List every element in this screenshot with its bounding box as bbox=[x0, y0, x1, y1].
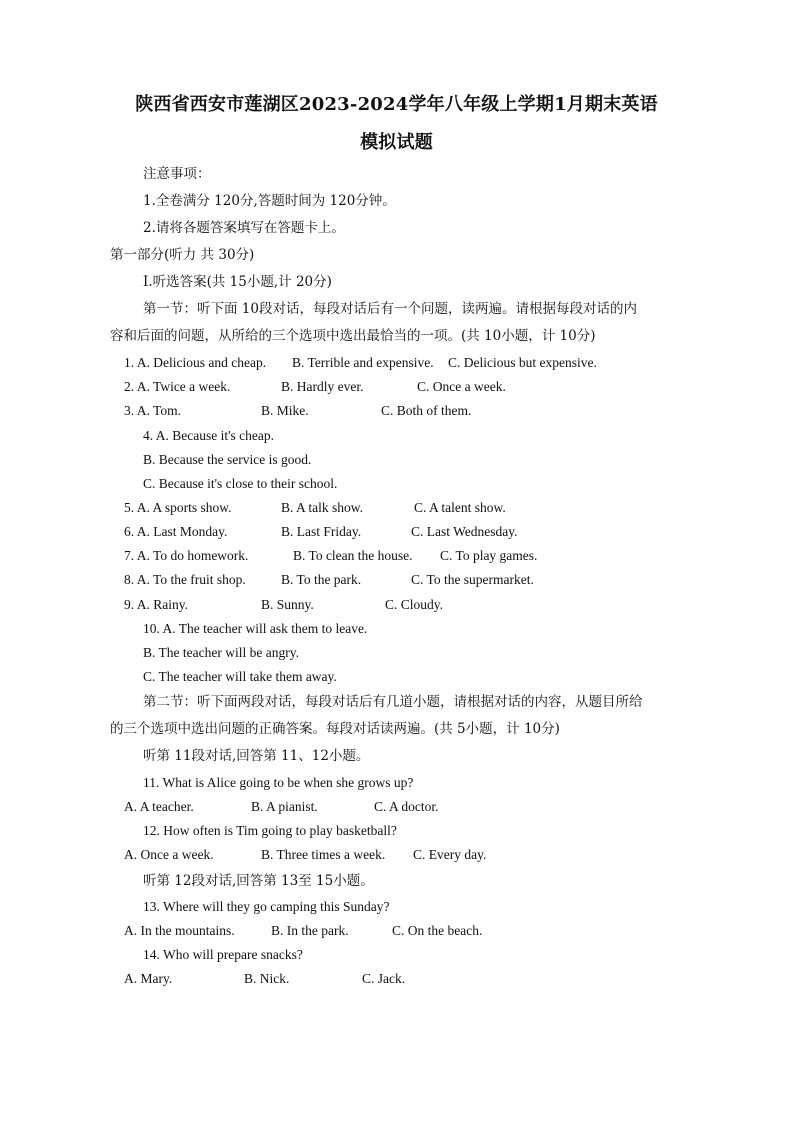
q10-option-b: B. The teacher will be angry. bbox=[143, 645, 299, 660]
q8-option-a: 8. A. To the fruit shop. bbox=[124, 572, 246, 587]
q3-option-b: B. Mike. bbox=[261, 403, 309, 418]
dialogue-11-instruction: 听第 11段对话,回答第 11、12小题。 bbox=[143, 748, 370, 764]
q12-option-c: C. Every day. bbox=[413, 847, 487, 862]
q7-option-b: B. To clean the house. bbox=[293, 548, 413, 563]
q6-option-a: 6. A. Last Monday. bbox=[124, 524, 228, 539]
q12-option-a: A. Once a week. bbox=[124, 847, 214, 862]
q3-option-c: C. Both of them. bbox=[381, 403, 472, 418]
q12-stem: 12. How often is Tim going to play basketball? bbox=[143, 823, 397, 838]
document-title-line1: 陕西省西安市莲湖区2023-2024学年八年级上学期1月期末英语 bbox=[135, 94, 658, 115]
q8-option-b: B. To the park. bbox=[281, 572, 362, 587]
q5-option-a: 5. A. A sports show. bbox=[124, 500, 232, 515]
q10-option-a: 10. A. The teacher will ask them to leave. bbox=[143, 621, 368, 636]
document-title-line2: 模拟试题 bbox=[360, 132, 433, 153]
q13-option-c: C. On the beach. bbox=[392, 923, 483, 938]
notes-heading: 注意事项： bbox=[143, 166, 211, 182]
section1-instructions-line2: 容和后面的问题，从所给的三个选项中选出最恰当的一项。(共 10小题，计 10分) bbox=[110, 328, 596, 344]
q5-option-b: B. A talk show. bbox=[281, 500, 364, 515]
q6-option-c: C. Last Wednesday. bbox=[411, 524, 518, 539]
q9-option-c: C. Cloudy. bbox=[385, 597, 444, 612]
q11-option-b: B. A pianist. bbox=[251, 799, 318, 814]
q7-option-a: 7. A. To do homework. bbox=[124, 548, 249, 563]
q14-stem: 14. Who will prepare snacks? bbox=[143, 947, 303, 962]
q13-option-a: A. In the mountains. bbox=[124, 923, 235, 938]
q10-option-c: C. The teacher will take them away. bbox=[143, 669, 337, 684]
q12-option-b: B. Three times a week. bbox=[261, 847, 386, 862]
q14-option-a: A. Mary. bbox=[124, 971, 173, 986]
q11-option-c: C. A doctor. bbox=[374, 799, 439, 814]
q11-option-a: A. A teacher. bbox=[124, 799, 194, 814]
q3-option-a: 3. A. Tom. bbox=[124, 403, 181, 418]
q2-option-b: B. Hardly ever. bbox=[281, 379, 364, 394]
q4-option-b: B. Because the service is good. bbox=[143, 452, 312, 467]
q1-option-b: B. Terrible and expensive. bbox=[292, 355, 434, 370]
q8-option-c: C. To the supermarket. bbox=[411, 572, 534, 587]
part1-heading: 第一部分(听力 共 30分) bbox=[110, 247, 255, 263]
q13-stem: 13. Where will they go camping this Sunday? bbox=[143, 899, 390, 914]
dialogue-12-instruction: 听第 12段对话,回答第 13至 15小题。 bbox=[143, 873, 374, 889]
q11-stem: 11. What is Alice going to be when she grows up? bbox=[143, 775, 414, 790]
section-i-heading: Ⅰ.听选答案(共 15小题,计 20分) bbox=[143, 274, 332, 290]
note-2: 2.请将各题答案填写在答题卡上。 bbox=[143, 220, 345, 236]
q5-option-c: C. A talent show. bbox=[414, 500, 506, 515]
q6-option-b: B. Last Friday. bbox=[281, 524, 362, 539]
note-1: 1.全卷满分 120分,答题时间为 120分钟。 bbox=[143, 193, 396, 209]
q2-option-a: 2. A. Twice a week. bbox=[124, 379, 231, 394]
q2-option-c: C. Once a week. bbox=[417, 379, 506, 394]
q1-option-a: 1. A. Delicious and cheap. bbox=[124, 355, 267, 370]
q1-option-c: C. Delicious but expensive. bbox=[448, 355, 597, 370]
section1-instructions-line1: 第一节：听下面 10段对话，每段对话后有一个问题，读两遍。请根据每段对话的内 bbox=[143, 301, 637, 317]
q4-option-c: C. Because it's close to their school. bbox=[143, 476, 338, 491]
q7-option-c: C. To play games. bbox=[440, 548, 538, 563]
section2-instructions-line2: 的三个选项中选出问题的正确答案。每段对话读两遍。(共 5小题，计 10分) bbox=[110, 721, 560, 737]
q4-option-a: 4. A. Because it's cheap. bbox=[143, 428, 275, 443]
q9-option-a: 9. A. Rainy. bbox=[124, 597, 188, 612]
q14-option-c: C. Jack. bbox=[362, 971, 406, 986]
q9-option-b: B. Sunny. bbox=[261, 597, 314, 612]
q14-option-b: B. Nick. bbox=[244, 971, 290, 986]
q13-option-b: B. In the park. bbox=[271, 923, 349, 938]
section2-instructions-line1: 第二节：听下面两段对话，每段对话后有几道小题，请根据对话的内容，从题目所给 bbox=[143, 694, 643, 710]
